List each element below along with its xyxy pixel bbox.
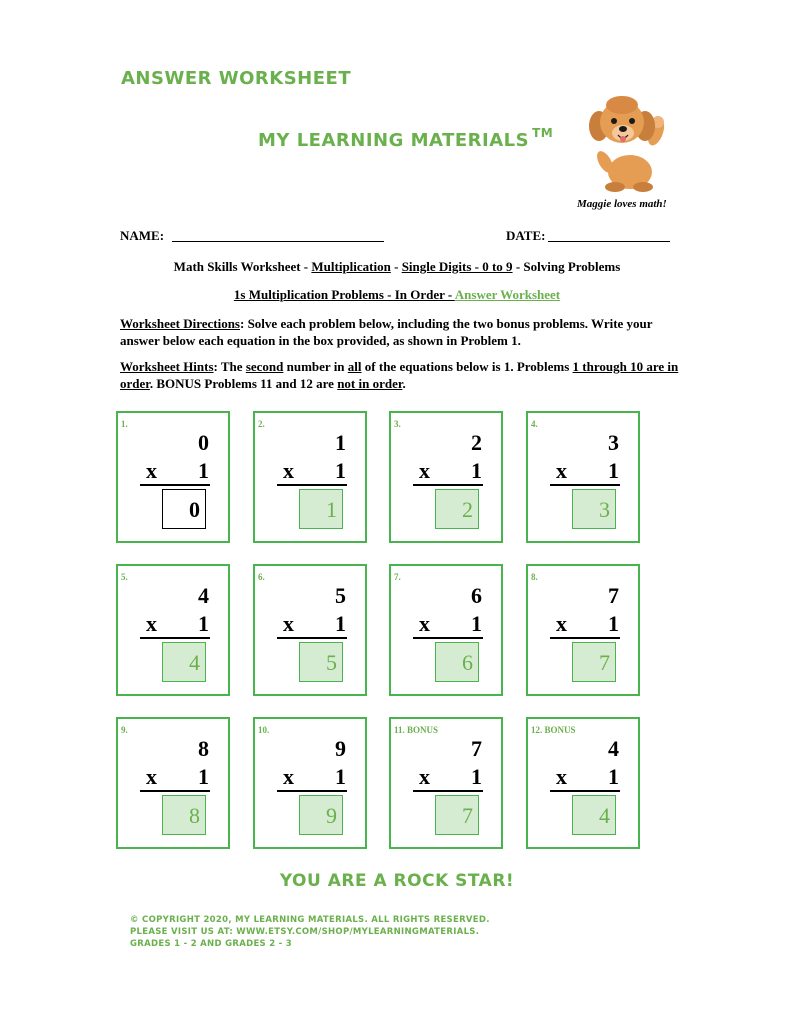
problem-bottom-number: 1 [608,764,619,789]
subtitle-separator: - [390,259,402,274]
hints-text-3: of the equations below is 1. Problems [361,359,573,374]
equation-rule [277,637,347,639]
answer-box[interactable]: 4 [162,642,206,682]
problem-bottom-number: 1 [198,458,209,483]
problem-top-number: 1 [335,430,346,455]
problem-card [389,411,503,543]
multiply-sign: x [419,611,430,636]
hints-text-1: : The [213,359,246,374]
problem-card [116,411,230,543]
equation-rule [550,637,620,639]
problem-top-number: 4 [608,736,619,761]
problem-bottom-number: 1 [471,458,482,483]
problem-card [253,411,367,543]
worksheet-directions [120,315,680,349]
problem-number: 10. [258,725,270,735]
multiply-sign: x [556,458,567,483]
subtitle-multiplication: Multiplication [311,259,391,274]
equation-rule [277,790,347,792]
date-field-line[interactable] [548,241,670,242]
problem-card [116,564,230,696]
problem-top-number: 2 [471,430,482,455]
problem-top-number: 9 [335,736,346,761]
problem-card [253,717,367,849]
hints-not-in-order: not in order [337,376,403,391]
problem-card [526,564,640,696]
multiply-sign: x [146,764,157,789]
directions-text: : Solve each problem below, including the two bonus problems. Write your answer below each equation in the box provided, as shown in Problem 1. [120,316,653,348]
equation-rule [140,484,210,486]
answer-box[interactable]: 3 [572,489,616,529]
hints-text-2: number in [283,359,348,374]
multiply-sign: x [419,458,430,483]
problem-top-number: 7 [608,583,619,608]
subtitle2-main: 1s Multiplication Problems - In Order - [233,287,455,302]
brand-title [258,126,554,151]
footer-grades: GRADES 1 - 2 AND GRADES 2 - 3 [130,939,293,949]
problem-top-number: 3 [608,430,619,455]
equation-rule [277,484,347,486]
answer-box[interactable]: 5 [299,642,343,682]
problem-number: 3. [394,419,401,429]
problem-number: 7. [394,572,401,582]
equation-rule [140,790,210,792]
multiply-sign: x [556,611,567,636]
problem-number: 9. [121,725,128,735]
puppy-mascot-icon [585,92,675,192]
name-label: NAME: [120,228,165,243]
multiply-sign: x [283,458,294,483]
hints-text-4: . BONUS Problems 11 and 12 are [149,376,338,391]
subtitle2-answer-worksheet: Answer Worksheet [454,287,561,302]
hints-second: second [245,359,284,374]
problem-top-number: 0 [198,430,209,455]
answer-box[interactable]: 1 [299,489,343,529]
hints-in-order: 1 through 10 are in order [120,359,679,391]
problem-top-number: 8 [198,736,209,761]
equation-rule [550,484,620,486]
worksheet-subtitle-2 [0,287,794,303]
subtitle-suffix: - Solving Problems [512,259,621,274]
problem-bottom-number: 1 [335,764,346,789]
problem-card [526,411,640,543]
problem-bottom-number: 1 [335,458,346,483]
problem-number: 1. [121,419,128,429]
problem-bottom-number: 1 [198,611,209,636]
answer-box[interactable]: 0 [162,489,206,529]
problem-card [389,717,503,849]
problem-top-number: 7 [471,736,482,761]
problem-number: 12. BONUS [531,725,576,735]
problem-bottom-number: 1 [198,764,209,789]
problem-bottom-number: 1 [471,764,482,789]
problem-card [253,564,367,696]
equation-rule [413,790,483,792]
multiply-sign: x [419,764,430,789]
subtitle-single-digits: Single Digits - 0 to 9 [401,259,513,274]
date-label: DATE: [506,228,546,243]
problem-card [526,717,640,849]
problem-card [389,564,503,696]
multiply-sign: x [556,764,567,789]
brand-title-text: MY LEARNING MATERIALS [258,130,530,151]
equation-rule [140,637,210,639]
name-field-line[interactable] [172,241,384,242]
multiply-sign: x [146,611,157,636]
hints-all: all [347,359,362,374]
problem-top-number: 4 [198,583,209,608]
answer-box[interactable]: 6 [435,642,479,682]
answer-box[interactable]: 9 [299,795,343,835]
answer-box[interactable]: 7 [572,642,616,682]
problem-number: 4. [531,419,538,429]
hints-label: Worksheet Hints [120,359,214,374]
answer-box[interactable]: 2 [435,489,479,529]
equation-rule [413,637,483,639]
answer-box[interactable]: 8 [162,795,206,835]
problem-top-number: 6 [471,583,482,608]
equation-rule [550,790,620,792]
subtitle-prefix: Math Skills Worksheet - [173,259,312,274]
multiply-sign: x [146,458,157,483]
problem-bottom-number: 1 [335,611,346,636]
equation-rule [413,484,483,486]
problem-number: 8. [531,572,538,582]
problem-bottom-number: 1 [608,611,619,636]
problem-number: 5. [121,572,128,582]
problem-number: 11. BONUS [394,725,439,735]
hints-text-5: . [402,376,406,391]
directions-label: Worksheet Directions [120,316,240,331]
answer-box[interactable]: 4 [572,795,616,835]
multiply-sign: x [283,764,294,789]
footer-copyright: © COPYRIGHT 2020, MY LEARNING MATERIALS. ALL RIGHTS RESERVED. [130,915,490,925]
worksheet-hints [120,358,680,392]
trademark: TM [532,126,554,140]
multiply-sign: x [283,611,294,636]
problem-number: 6. [258,572,265,582]
mascot-caption: Maggie loves math! [577,198,667,210]
problem-number: 2. [258,419,265,429]
problem-top-number: 5 [335,583,346,608]
problem-card [116,717,230,849]
problem-bottom-number: 1 [471,611,482,636]
answer-worksheet-heading: ANSWER WORKSHEET [121,68,352,89]
problem-bottom-number: 1 [608,458,619,483]
rock-star-message: YOU ARE A ROCK STAR! [279,871,515,891]
answer-box[interactable]: 7 [435,795,479,835]
footer-website: PLEASE VISIT US AT: WWW.ETSY.COM/SHOP/MYLEARNINGMATERIALS. [130,927,480,937]
worksheet-subtitle [0,259,794,275]
